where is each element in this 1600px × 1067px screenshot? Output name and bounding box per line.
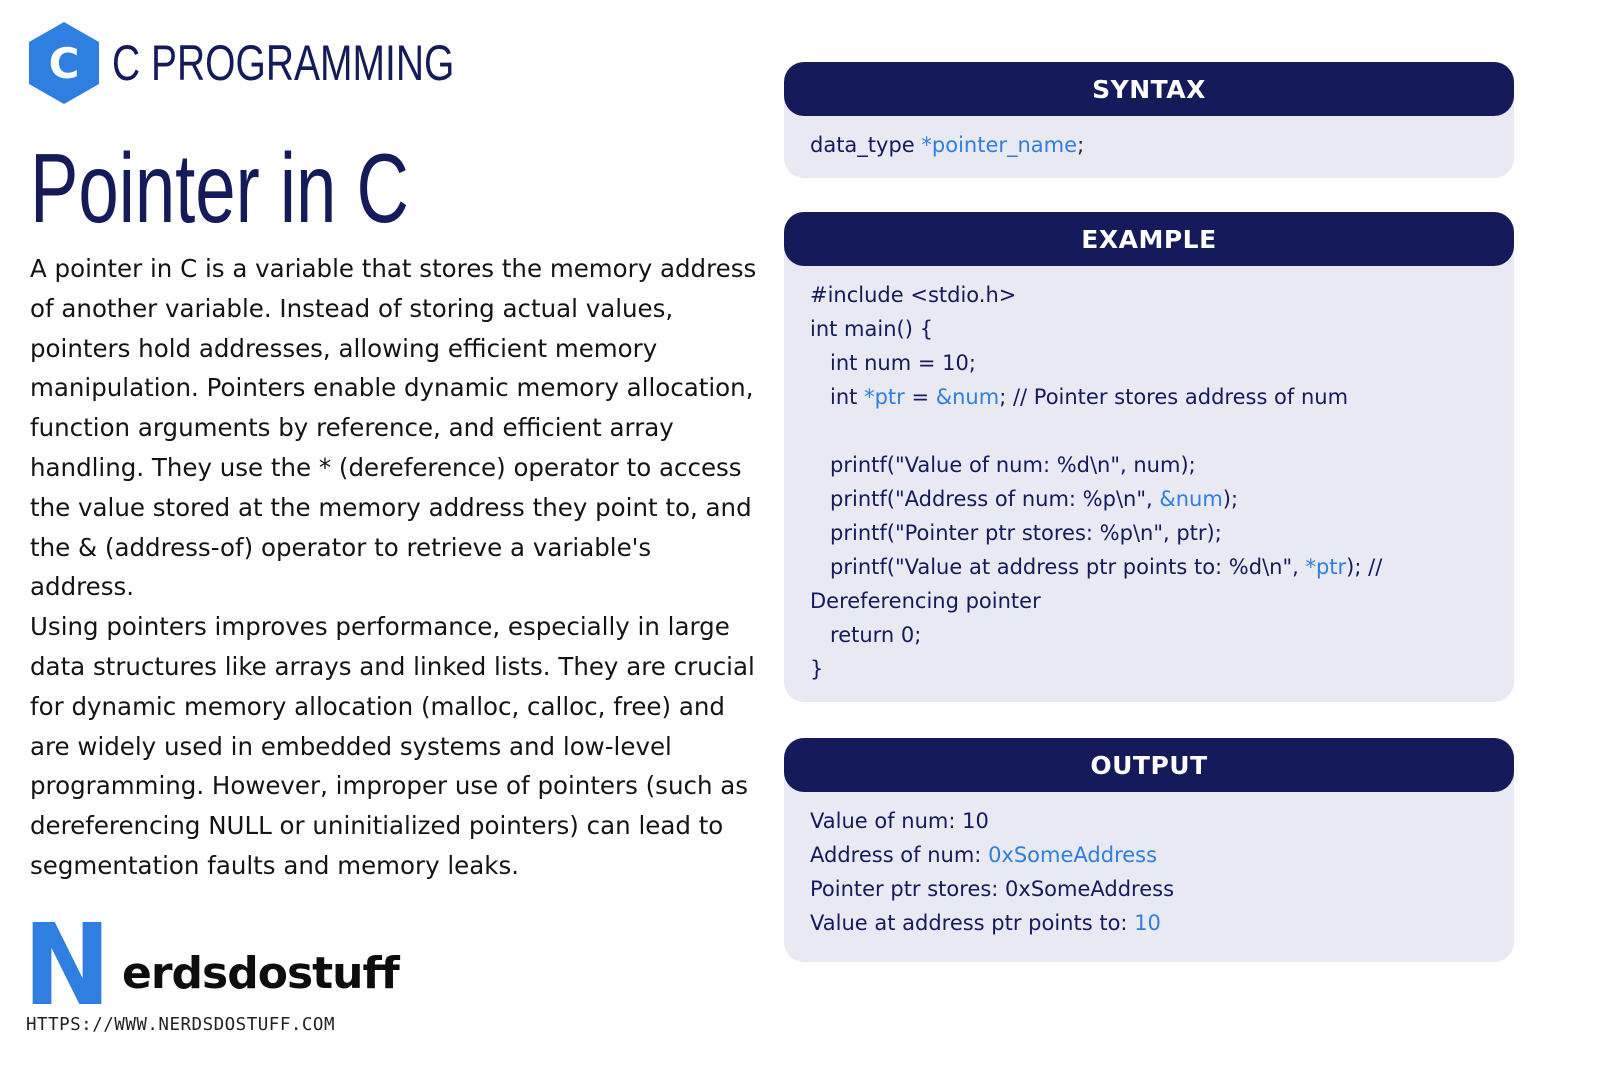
highlighted-token: *pointer_name: [921, 133, 1078, 157]
output-header: OUTPUT: [784, 738, 1514, 792]
example-header: EXAMPLE: [784, 212, 1514, 266]
code-token: ); //: [1346, 555, 1383, 579]
brand-header: [26, 20, 551, 106]
code-line: [810, 516, 1488, 550]
syntax-card: [784, 62, 1514, 178]
highlighted-token: 0xSomeAddress: [988, 843, 1158, 867]
highlighted-token: &num: [1159, 487, 1223, 511]
code-token: printf("Pointer ptr stores: %p\n", ptr);: [810, 521, 1222, 545]
code-token: =: [904, 385, 936, 409]
code-token: printf("Address of num: %p\n",: [810, 487, 1160, 511]
highlighted-token: 10: [1134, 911, 1161, 935]
code-token: return 0;: [810, 623, 922, 647]
code-line: [810, 414, 1488, 448]
highlighted-token: *ptr: [1305, 555, 1347, 579]
footer-wordmark: erdsdostuff: [122, 948, 399, 999]
footer-logo-letter: N: [23, 901, 111, 1031]
code-token: Pointer ptr stores: 0xSomeAddress: [810, 877, 1175, 901]
output-body: [784, 792, 1514, 956]
code-line: [810, 652, 1488, 686]
code-line: [810, 584, 1488, 618]
syntax-body: [784, 116, 1514, 178]
code-token: ;: [1077, 133, 1085, 157]
code-token: }: [810, 657, 824, 681]
code-line: [810, 482, 1488, 516]
code-line: [810, 906, 1488, 940]
code-token: data_type: [810, 133, 922, 157]
code-token: [810, 419, 817, 443]
code-token: #include <stdio.h>: [810, 283, 1017, 307]
code-line: [810, 128, 1488, 162]
n-logo-icon: [23, 901, 111, 1031]
code-token: printf("Value of num: %d\n", num);: [810, 453, 1196, 477]
code-line: [810, 380, 1488, 414]
highlighted-token: &num: [935, 385, 1000, 409]
c-hexagon-logo-icon: [26, 20, 102, 106]
syntax-header: SYNTAX: [784, 62, 1514, 116]
code-token: int num = 10;: [810, 351, 976, 375]
code-line: [810, 312, 1488, 346]
code-token: int main() {: [810, 317, 933, 341]
description: [30, 249, 760, 886]
page-title: Pointer in C: [30, 133, 409, 243]
code-token: Value of num: 10: [810, 809, 989, 833]
logo-letter: C: [48, 39, 80, 88]
example-card: [784, 212, 1514, 702]
description-paragraph: A pointer in C is a variable that stores the memory address of another variable. Instead of storing actual values, pointers hold addresses, allowing efficient memory manipulation. Pointers enable dynamic memory allocation, function arguments by reference, and efficient array handling. They use the * (dereference) operator to access the value stored at the memory address they point to, and the & (address-of) operator to retrieve a variable's address.: [30, 254, 757, 602]
code-line: [810, 550, 1488, 584]
site-url[interactable]: HTTPS://WWW.NERDSDOSTUFF.COM: [26, 1015, 336, 1035]
code-token: printf("Value at address ptr points to: %d\n",: [810, 555, 1306, 579]
description-paragraph: Using pointers improves performance, especially in large data structures like arrays and linked lists. They are crucial for dynamic memory allocation (malloc, calloc, free) and are widely used in embedded systems and low-level programming. However, improper use of pointers (such as dereferencing NULL or uninitialized pointers) can lead to segmentation faults and memory leaks.: [30, 612, 755, 880]
code-line: [810, 346, 1488, 380]
code-line: [810, 838, 1488, 872]
code-token: int: [810, 385, 865, 409]
code-line: [810, 618, 1488, 652]
brand-title: C PROGRAMMING: [112, 35, 455, 91]
output-card: [784, 738, 1514, 962]
highlighted-token: *ptr: [864, 385, 905, 409]
code-token: Dereferencing pointer: [810, 589, 1041, 613]
code-token: Address of num:: [810, 843, 989, 867]
code-line: [810, 278, 1488, 312]
code-token: Value at address ptr points to:: [810, 911, 1135, 935]
code-line: [810, 448, 1488, 482]
example-code: [784, 266, 1514, 702]
code-token: ; // Pointer stores address of num: [999, 385, 1349, 409]
code-token: );: [1222, 487, 1239, 511]
code-line: [810, 872, 1488, 906]
code-line: [810, 804, 1488, 838]
